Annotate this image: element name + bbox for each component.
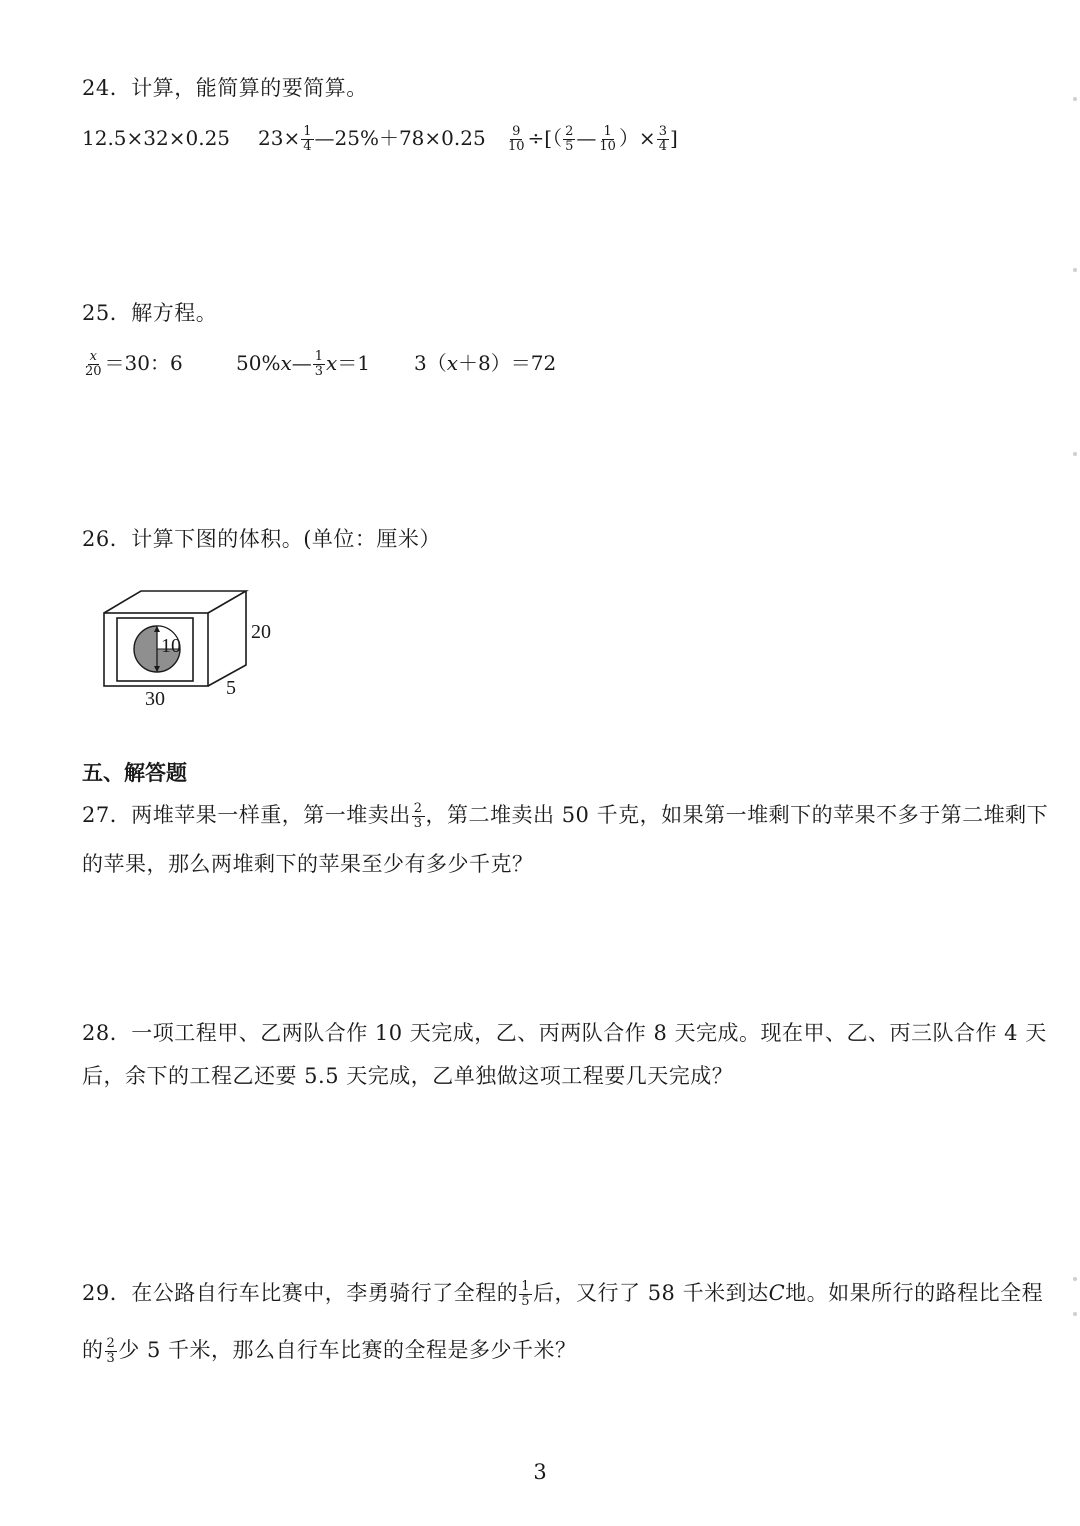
edge-mark xyxy=(1073,97,1077,101)
edge-mark xyxy=(1073,452,1077,456)
fraction: $\frac{x}{20}$ xyxy=(85,349,102,379)
fraction: $\frac{1}{3}$ xyxy=(314,349,324,379)
q24-expr3-minus: — xyxy=(576,126,597,150)
width-label: 5 xyxy=(226,677,236,699)
q25-eq2: 50%x— $\frac{1}{3}$ x＝1 xyxy=(236,349,371,379)
edge-mark xyxy=(1073,1277,1077,1281)
q24-expr3 xyxy=(505,124,678,154)
height-label: 20 xyxy=(251,621,271,643)
edge-mark xyxy=(1073,268,1077,272)
q24-expr1: 12.5×32×0.25 xyxy=(82,126,231,150)
q24-expr2-post: —25%＋78×0.25 xyxy=(314,126,486,150)
hole-label: 10 xyxy=(161,635,181,657)
length-label: 30 xyxy=(145,688,165,710)
q25-eq3: 3（x＋8）＝72 xyxy=(414,351,557,375)
fraction: $\frac{1}{4}$ xyxy=(303,124,312,154)
fraction: $\frac{3}{4}$ xyxy=(658,124,667,154)
q24-title: 24．计算，能简算的要简算。 xyxy=(82,76,368,100)
q24-expr3-times: ）× xyxy=(618,126,656,150)
fraction: $\frac{9}{10}$ xyxy=(508,124,525,154)
page-number: 3 xyxy=(533,1460,547,1484)
q27-line1: 27．两堆苹果一样重，第一堆卖出 $\frac{2}{3}$ ，第二堆卖出 50 千克，如果第一堆剩下的苹果不多于第二堆剩下 xyxy=(82,801,1049,831)
cuboid-top-face xyxy=(104,591,246,613)
q24-expr2-pre: 23× xyxy=(258,126,301,150)
fraction: $\frac{2}{5}$ xyxy=(565,124,574,154)
edge-mark xyxy=(1073,1312,1077,1316)
q28-line2: 后，余下的工程乙还要 5.5 天完成，乙单独做这项工程要几天完成？ xyxy=(82,1064,734,1088)
q29-line2: 的 $\frac{2}{3}$ 少 5 千米，那么自行车比赛的全程是多少千米？ xyxy=(82,1336,577,1366)
q24-expr3-open: ÷[（ xyxy=(527,126,563,150)
fraction: $\frac{1}{5}$ xyxy=(521,1279,531,1309)
cuboid-figure xyxy=(95,585,295,715)
fraction: $\frac{2}{3}$ xyxy=(413,801,423,831)
q25-title: 25．解方程。 xyxy=(82,301,218,325)
q26-title: 26．计算下图的体积。(单位：厘米） xyxy=(82,527,441,551)
fraction: $\frac{1}{10}$ xyxy=(599,124,616,154)
q24-expr3-close: ] xyxy=(669,126,678,150)
section-title: 五、解答题 xyxy=(82,760,187,785)
q27-line2: 的苹果，那么两堆剩下的苹果至少有多少千克？ xyxy=(82,852,534,876)
q29-line1: 29．在公路自行车比赛中，李勇骑行了全程的 $\frac{1}{5}$ 后，又行了 58 千米到达C地。如果所行的路程比全程 xyxy=(82,1279,1044,1309)
fraction: $\frac{2}{3}$ xyxy=(106,1336,116,1366)
cuboid-right-face xyxy=(208,591,246,686)
q24-expr2 xyxy=(258,124,486,154)
q28-line1: 28．一项工程甲、乙两队合作 10 天完成，乙、丙两队合作 8 天完成。现在甲、乙、丙三队合作 4 天 xyxy=(82,1021,1047,1045)
q25-eq1-post: ＝30：6 xyxy=(104,351,183,375)
q25-eq1 xyxy=(82,349,183,379)
